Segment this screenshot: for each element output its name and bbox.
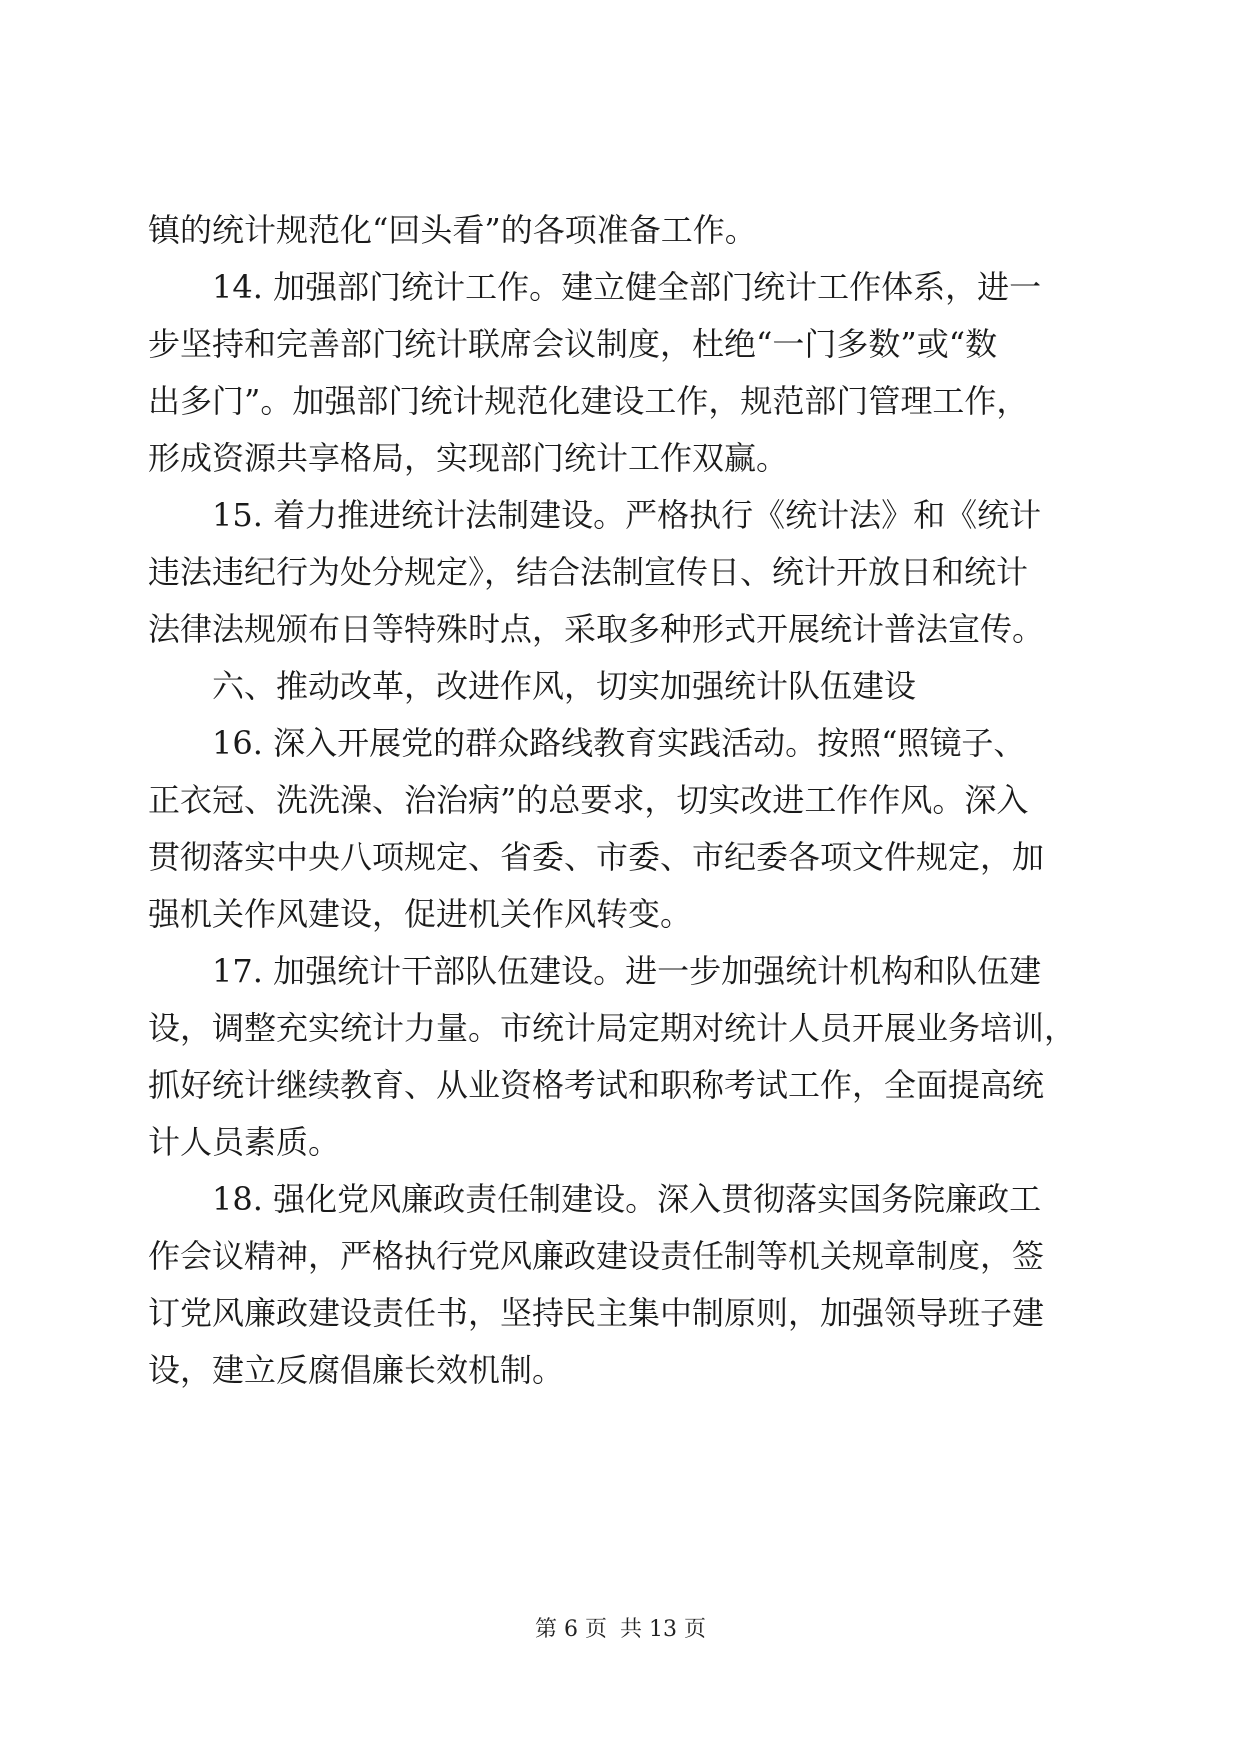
text-line: 15. 着力推进统计法制建设。严格执行《统计法》和《统计 [212, 496, 1042, 534]
text-line: 18. 强化党风廉政责任制建设。深入贯彻落实国务院廉政工 [212, 1180, 1042, 1218]
text-line: 镇的统计规范化“回头看”的各项准备工作。 [148, 211, 757, 249]
text-line: 正衣冠、洗洗澡、治治病”的总要求，切实改进工作作风。深入 [148, 781, 1029, 819]
page-footer [0, 1614, 1241, 1646]
text-line: 强机关作风建设，促进机关作风转变。 [148, 895, 693, 933]
page-number: 第 6 页 [535, 1617, 607, 1642]
text-line: 14. 加强部门统计工作。建立健全部门统计工作体系，进一 [212, 268, 1042, 306]
text-line: 法律法规颁布日等特殊时点，采取多种形式开展统计普法宣传。 [148, 610, 1045, 648]
text-line: 订党风廉政建设责任书，坚持民主集中制原则，加强领导班子建 [148, 1294, 1045, 1332]
text-line: 计人员素质。 [148, 1123, 341, 1161]
page-total: 共 13 页 [620, 1617, 706, 1642]
text-line: 作会议精神，严格执行党风廉政建设责任制等机关规章制度，签 [148, 1237, 1045, 1275]
text-line: 设，调整充实统计力量。市统计局定期对统计人员开展业务培训， [148, 1009, 1077, 1047]
text-line: 设，建立反腐倡廉长效机制。 [148, 1351, 565, 1389]
text-line: 贯彻落实中央八项规定、省委、市委、市纪委各项文件规定，加 [148, 838, 1045, 876]
text-line: 抓好统计继续教育、从业资格考试和职称考试工作，全面提高统 [148, 1066, 1045, 1104]
text-line: 16. 深入开展党的群众路线教育实践活动。按照“照镜子、 [212, 724, 1026, 762]
text-line: 违法违纪行为处分规定》，结合法制宣传日、统计开放日和统计 [148, 553, 1029, 591]
text-line: 出多门”。加强部门统计规范化建设工作，规范部门管理工作， [148, 382, 1029, 420]
text-line: 17. 加强统计干部队伍建设。进一步加强统计机构和队伍建 [212, 952, 1042, 990]
text-line: 形成资源共享格局，实现部门统计工作双赢。 [148, 439, 789, 477]
text-line: 步坚持和完善部门统计联席会议制度，杜绝“一门多数”或“数 [148, 325, 998, 363]
section-heading: 六、推动改革，改进作风，切实加强统计队伍建设 [212, 667, 917, 705]
